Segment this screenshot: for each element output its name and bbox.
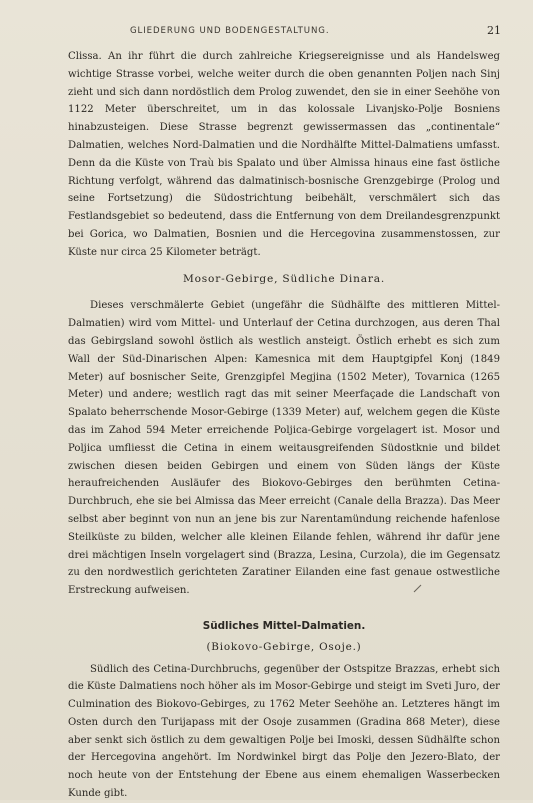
page-header [68, 24, 501, 40]
pencil-mark [412, 582, 424, 594]
section-subheading-biokovo: (Biokovo-Gebirge, Osoje.) [206, 640, 362, 653]
page-number: 21 [487, 24, 501, 37]
section-heading-south-mid-dalmatia: Südliches Mittel-Dalmatien. [202, 619, 366, 632]
paragraph-biokovo: Südlich des Cetina-Durchbruchs, gegenüber der Ostspitze Brazzas, erhebt sich die Küste Dalmatiens noch höher als im Mosor-Gebirge und steigt im Sveti Juro, der Culmination des Biokovo-Gebirges, zu 1762 Meter Seehöhe an. Letzteres hängt im Osten durch den Turijapass mit der Osoje zusammen (Gradina 868 Meter), diese aber senkt sich östlich zu dem gewaltigen Polje bei Imoski, dessen Südhälfte schon der Hercegovina angehört. Im Nordwinkel birgt das Polje den Jezero-Blato, der noch heute von der Entstehung der Ebene aus einem ehemaligen Wasserbecken Kunde gibt. [68, 663, 501, 800]
paragraph-mosor: Dieses verschmälerte Gebiet (ungefähr die Südhälfte des mittleren Mittel-Dalmatien) wird vom Mittel- und Unterlauf der Cetina durchzogen, aus deren Thal das Gebirgsland sowohl östlich als westlich ansteigt. Östlich erhebt es sich zum Wall der Süd-Dinarischen Alpen: Kamesnica mit dem Hauptgipfel Konj (1849 Meter) auf bosnischer Seite, Grenzgipfel Megjina (1502 Meter), Tovarnica (1265 Meter) und andere; westlich ragt das mit seiner Meerfaçade die Landschaft von Spalato beherrschende Mosor-Gebirge (1339 Meter) auf, welchem gegen die Küste das im Zahod 594 Meter erreichende Poljica-Gebirge vorgelagert ist. Mosor und Poljica umfliesst die Cetina in einem weitausgreifenden Südostknie und bildet zwischen diesen beiden Gebirgen und einem von Süden längs der Küste heraufreichenden Ausläufer des Biokovo-Gebirges den berühmten Cetina-Durchbruch, ehe sie bei Almissa das Meer erreicht (Canale della Brazza). Das Meer selbst aber beginnt von nun an jene bis zur Narentamündung reichende hafenlose Steilküste zu bilden, welcher alle kleinen Eilande fehlen, während ihr dafür jene drei mächtigen Inseln vorgelagert sind (Brazza, Lesina, Curzola), die im Gegensatz zu den nordwestlich gerichteten Zaratiner Eilanden eine fast genaue ostwestliche Erstreckung aufweisen. [68, 300, 500, 597]
running-head: GLIEDERUNG UND BODENGESTALTUNG. [130, 26, 330, 36]
paragraph-continuation: Clissa. An ihr führt die durch zahlreiche Kriegsereignisse und als Handelsweg wichtige Strasse vorbei, welche weiter durch die oben genannten Poljen nach Sinj zieht und sich dann nordöstlich dem Prolog zuwendet, den sie in einer Seehöhe von 1122 Meter überschreitet, um in das kolossale Livanjsko-Polje Bosniens hinabzusteigen. Diese Strasse begrenzt gewissermassen das „continentale“ Dalmatien, welches Nord-Dalmatien und die Nordhälfte Mittel-Dalmatiens umfasst. Denn da die Küste von Traù bis Spalato und über Almissa hinaus eine fast östliche Richtung verfolgt, während das dalmatinisch-bosnische Grenzgebirge (Prolog und seine Fortsetzung) die Südostrichtung beibehält, verschmälert sich das Festlandsgebiet so bedeutend, dass die Entfernung von dem Dreilandesgrenzpunkt bei Gorica, wo Dalmatien, Bosnien und die Hercegovina zusammenstossen, zur Küste nur circa 25 Kilometer beträgt. [68, 51, 500, 258]
page-body [68, 48, 500, 803]
section-heading-mosor: Mosor-Gebirge, Südliche Dinara. [182, 272, 386, 285]
